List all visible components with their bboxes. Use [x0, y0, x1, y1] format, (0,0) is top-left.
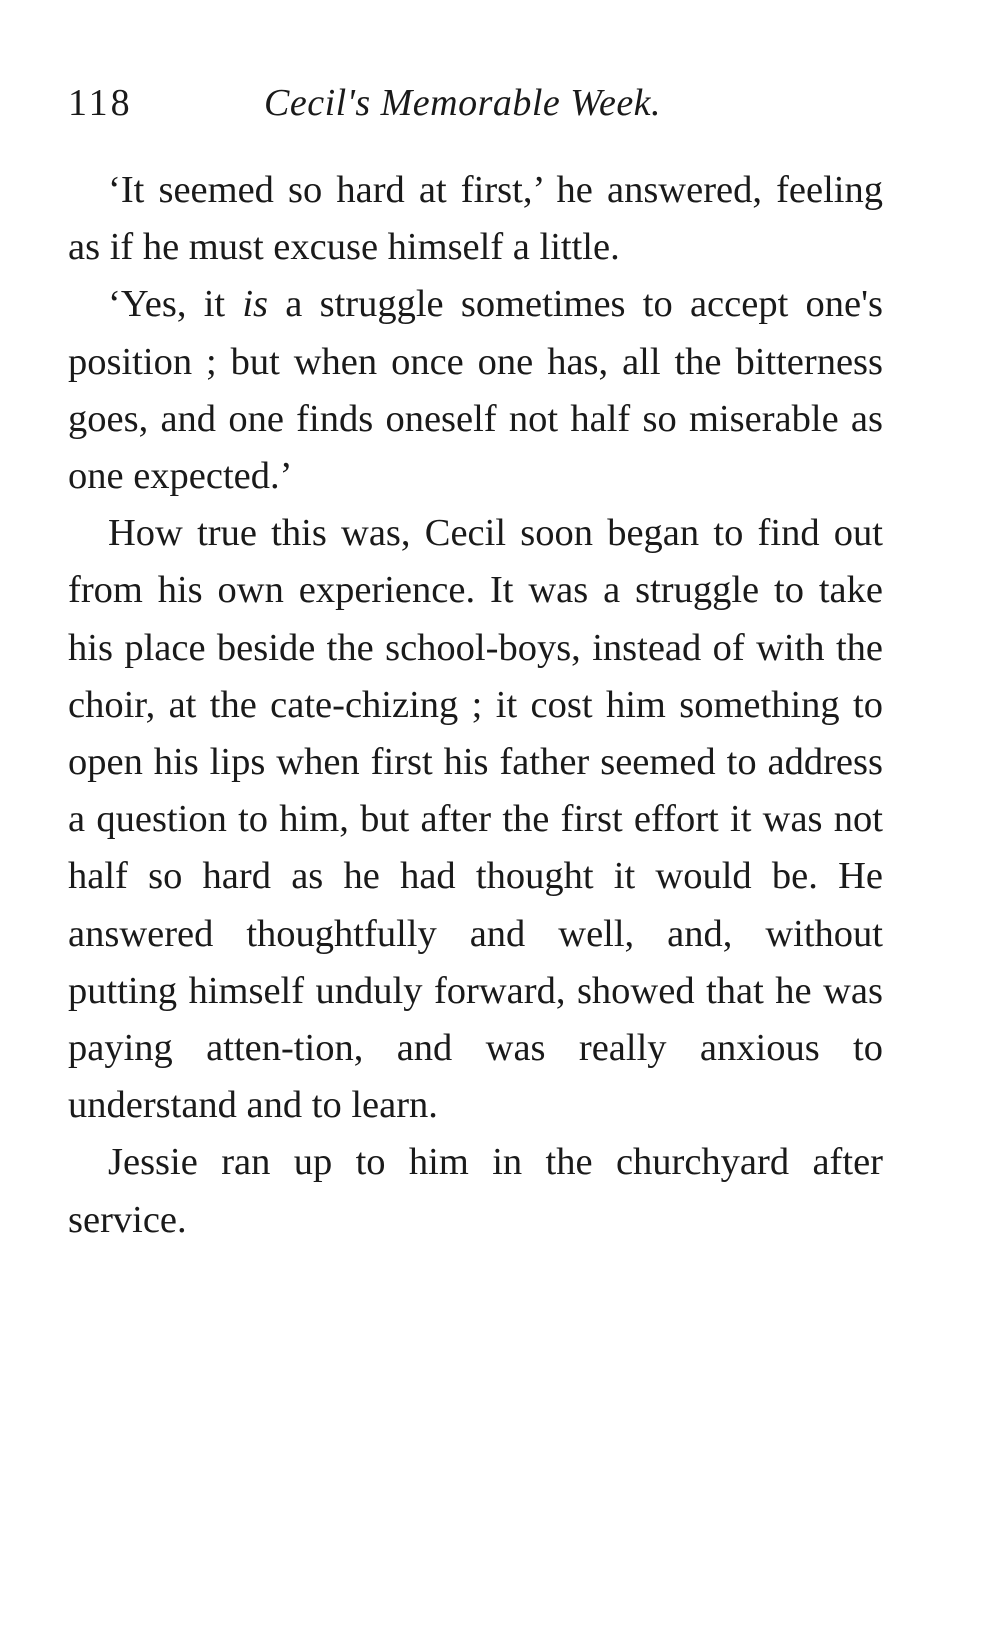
paragraph-2-after: a struggle sometimes to accept one's position ; but when once one has, all the bitterness goes, and one finds oneself not half so miserable as one expected.’: [68, 283, 884, 498]
page-header: [68, 78, 908, 128]
paragraph-2: [68, 276, 883, 505]
page-number: 118: [68, 82, 133, 124]
body-text: [68, 162, 883, 1249]
paragraph-1: ‘It seemed so hard at first,’ he answered, feeling as if he must excuse himself a little.: [68, 169, 883, 269]
paragraph-2-emphasis: is: [242, 283, 269, 326]
paragraph-4: Jessie ran up to him in the churchyard after service.: [68, 1141, 883, 1241]
paragraph-3: How true this was, Cecil soon began to find out from his own experience. It was a struggle to take his place beside the school-boys, instead of with the choir, at the cate-chizing ; it cost him something to open his lips when first his father seemed to address a question to him, but after the first effort it was not half so hard as he had thought it would be. He answered thoughtfully and well, and, without putting himself unduly forward, showed that he was paying atten-tion, and was really anxious to understand and to learn.: [68, 512, 883, 1127]
running-title: Cecil's Memorable Week.: [264, 82, 662, 124]
paragraph-2-before: ‘Yes, it: [108, 283, 243, 326]
